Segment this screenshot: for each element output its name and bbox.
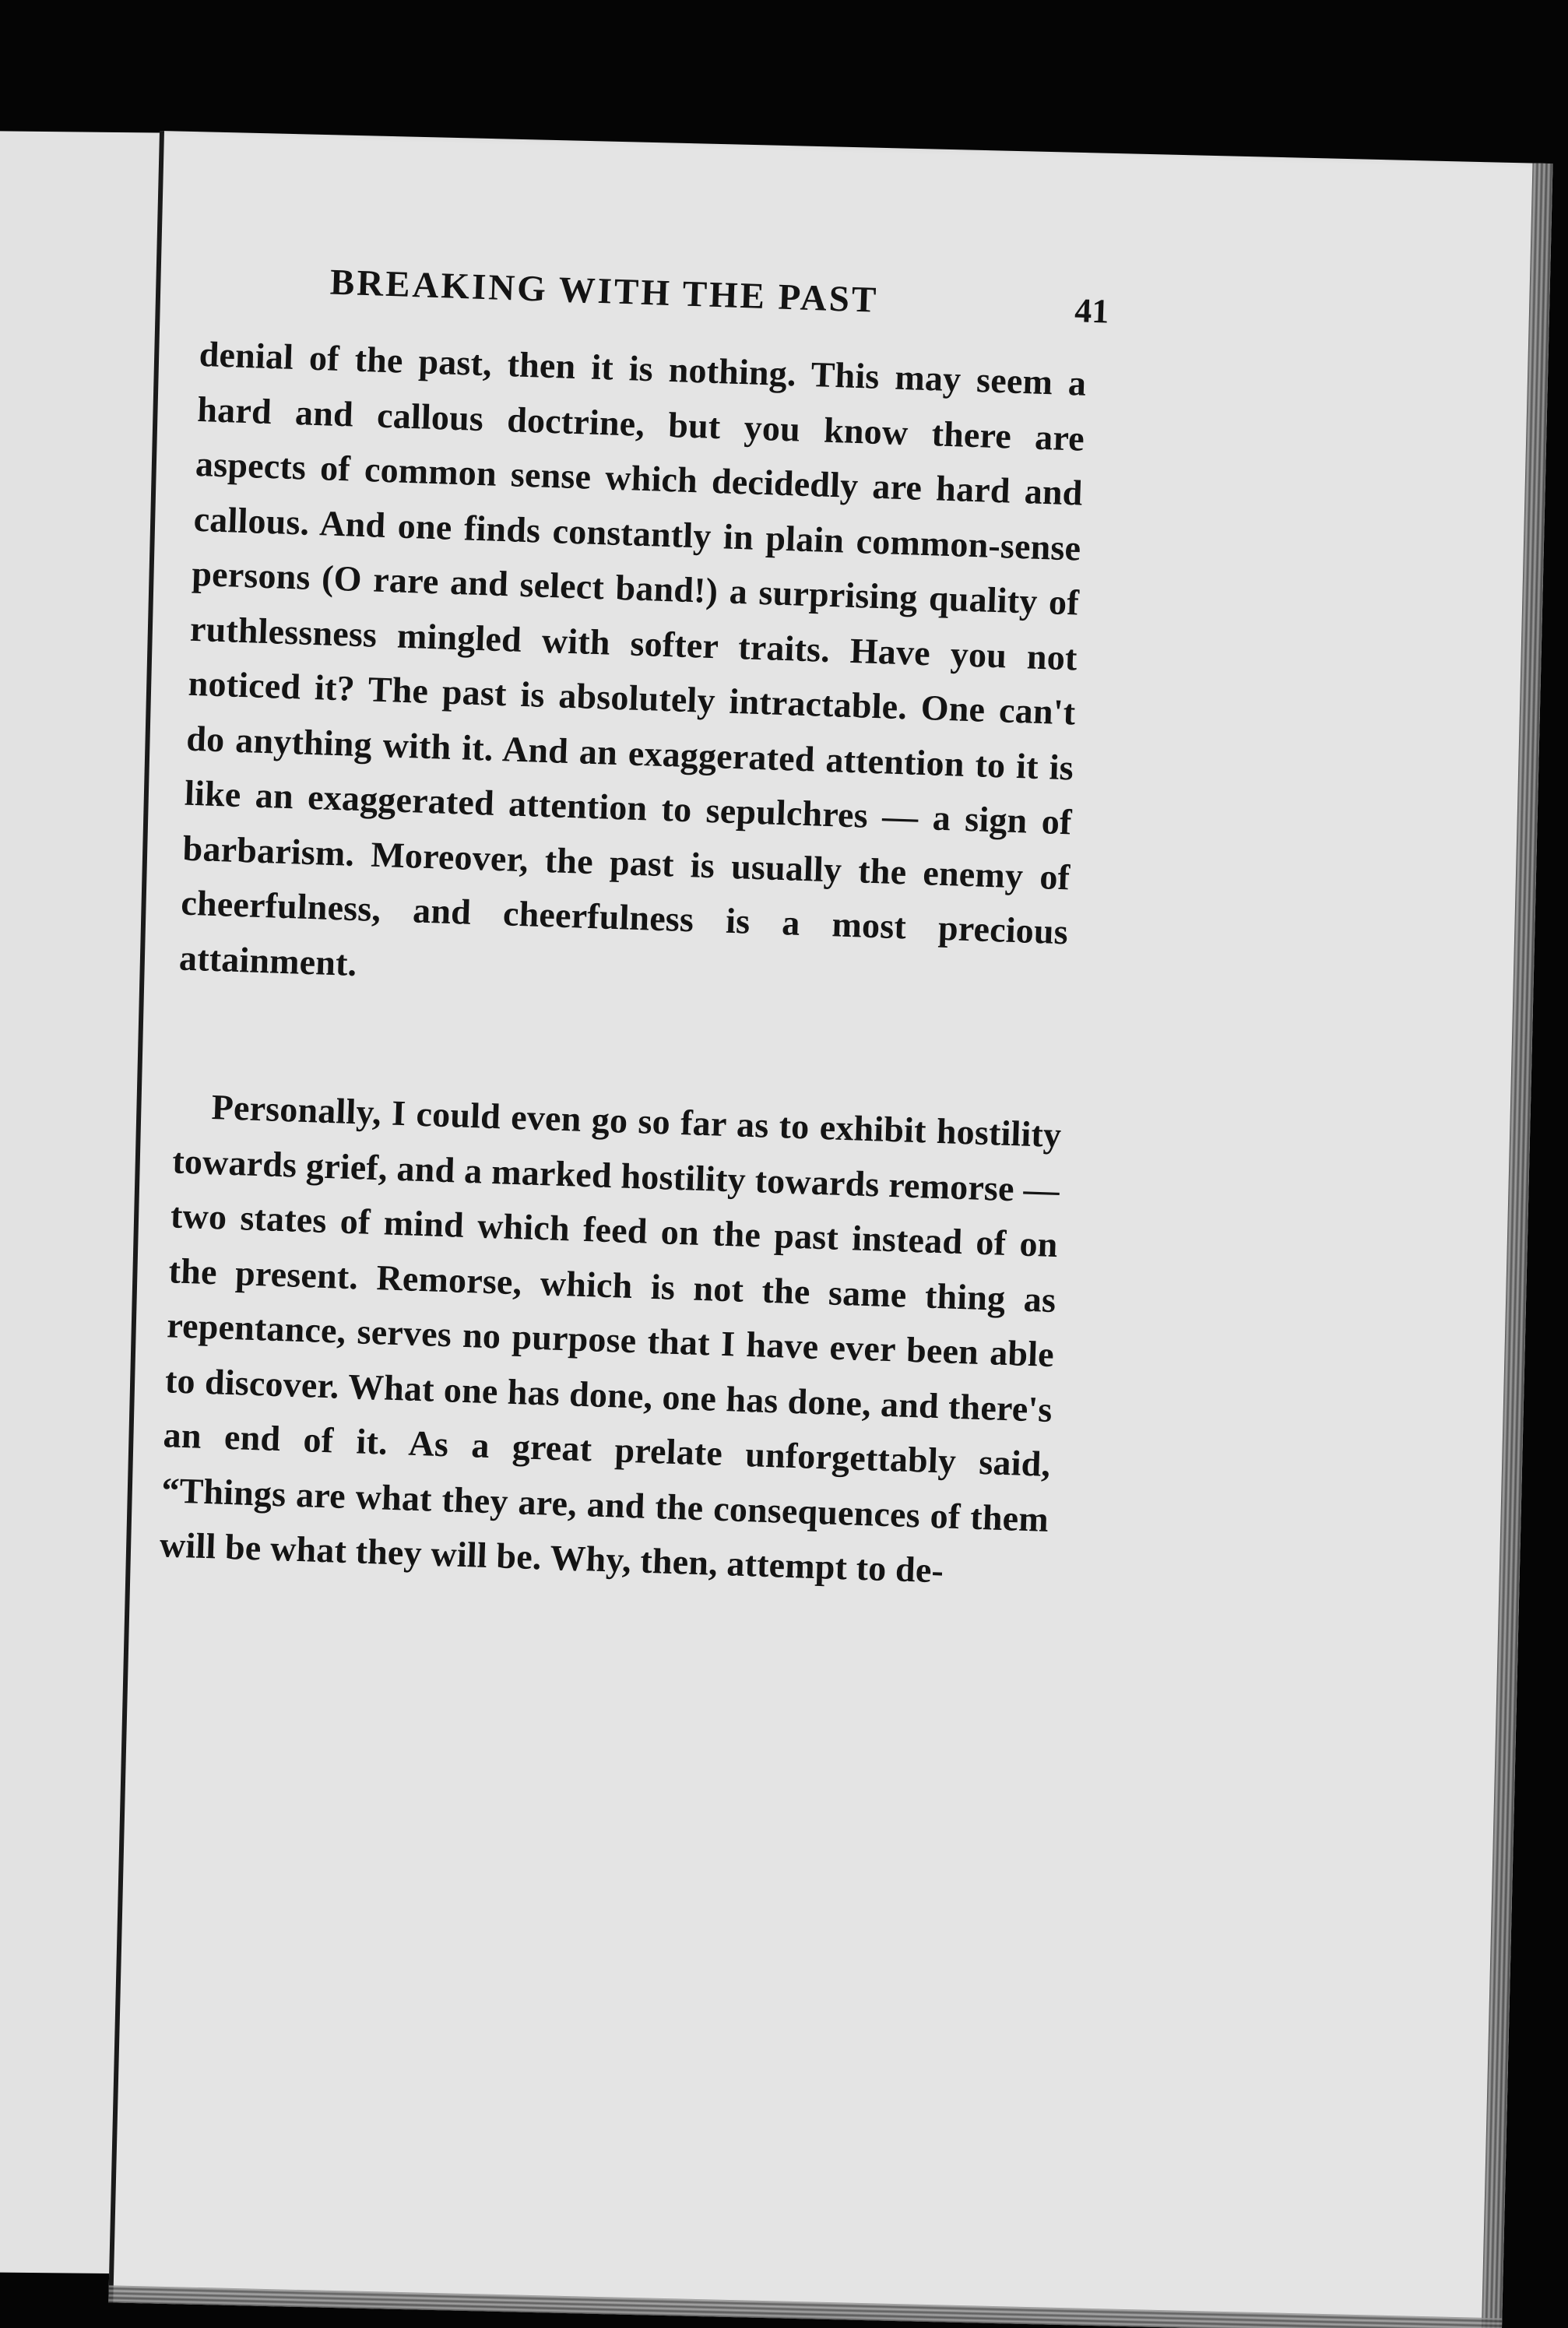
paragraph-1: denial of the past, then it is nothing. This may seem a hard and callous doctrine, but you know there are aspects of common sense which decidedly are hard and callous. And one finds constantly in plain common-sense persons (O rare and select band!) a surprising quality of ruthlessness mingled with softer traits. Have you not noticed it? The past is absolutely intractable. One can't do anything with it. And an exaggerated attention to it is like an exaggerated attention to sepulchres — a sign of barbarism. Moreover, the past is usually the enemy of cheerfulness, and cheerfulness is a most precious attainment. (178, 333, 1088, 983)
page-number: 41 (1074, 291, 1110, 331)
running-title: BREAKING WITH THE PAST (329, 262, 880, 321)
paragraph-2: Personally, I could even go so far as to exhibit hostility towards grief, and a marked hostility towards remorse — two states of mind which feed on the past instead of on the present. Remorse, which is not the same thing as repentance, serves no purpose that I have ever been able to discover. What one has done, one has done, and there's an end of it. As a great prelate unforgettably said, “Things are what they are, and the consequences of them will be what they will be. Why, then, attempt to de- (159, 1087, 1063, 1591)
page-bottom-edge (108, 2285, 1502, 2328)
page-fore-edge (1482, 164, 1553, 2328)
page-text (159, 257, 1110, 1602)
